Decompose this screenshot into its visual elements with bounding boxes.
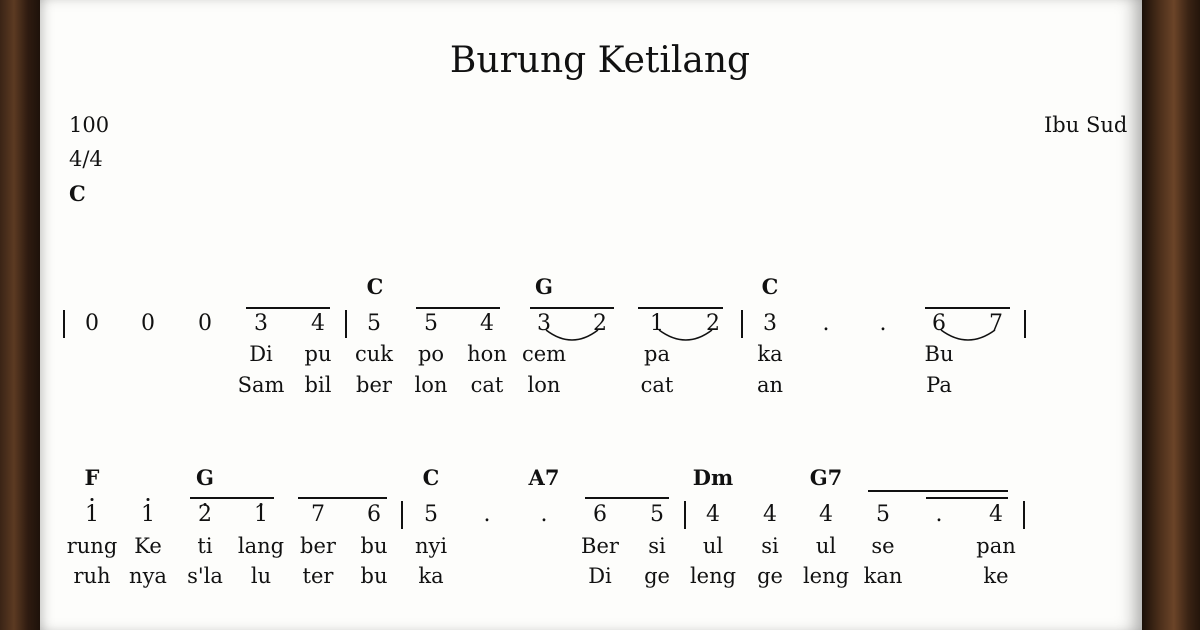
beam (585, 497, 669, 499)
lyric: ge (757, 564, 783, 588)
chord: G (535, 274, 553, 299)
note: 0 (141, 311, 155, 336)
note: 6 (593, 502, 607, 527)
beam (190, 497, 274, 499)
lyric: lang (237, 534, 285, 558)
lyric: nyi (414, 534, 448, 558)
lyric: cat (640, 373, 674, 397)
slur (941, 330, 995, 340)
lyric: pan (976, 534, 1016, 558)
chord: C (761, 274, 779, 299)
note: 4 (311, 311, 325, 336)
lyric: ka (418, 564, 444, 588)
chord: G7 (809, 465, 843, 490)
lyric: ul (702, 534, 724, 558)
lyric: ka (757, 342, 783, 366)
note: 7 (311, 502, 325, 527)
note: 3 (254, 311, 268, 336)
lyric: se (871, 534, 895, 558)
note: 5 (424, 502, 438, 527)
chord: A7 (528, 465, 560, 490)
note: 5 (367, 311, 381, 336)
lyric: Di (588, 564, 612, 588)
lyric: cat (470, 373, 504, 397)
note-rest: . (879, 311, 887, 336)
high-octave-dot (147, 498, 150, 501)
lyric: ter (302, 564, 334, 588)
lyric: Sam (237, 373, 285, 397)
note: 1 (141, 502, 155, 527)
bar-line (684, 501, 686, 529)
lyric: pu (304, 342, 332, 366)
lyric: si (761, 534, 779, 558)
beam (298, 497, 387, 499)
note: 2 (593, 311, 607, 336)
high-octave-dot (91, 498, 94, 501)
lyric: bu (360, 564, 388, 588)
beam (926, 497, 1008, 499)
note: 5 (650, 502, 664, 527)
note: 2 (198, 502, 212, 527)
note: 0 (198, 311, 212, 336)
lyric: leng (802, 564, 850, 588)
note: 7 (989, 311, 1003, 336)
composer: Ibu Sud (1044, 113, 1128, 137)
beam (868, 490, 1008, 492)
lyric: Ber (581, 534, 619, 558)
note: 5 (424, 311, 438, 336)
lyric: lon (527, 373, 561, 397)
note: 4 (763, 502, 777, 527)
note-rest: . (935, 502, 943, 527)
note-rest: . (540, 502, 548, 527)
note: 6 (367, 502, 381, 527)
key-signature: C (69, 181, 86, 206)
lyric: lon (414, 373, 448, 397)
note-rest: . (822, 311, 830, 336)
lyric: s'la (187, 564, 223, 588)
note: 3 (537, 311, 551, 336)
lyric: leng (689, 564, 737, 588)
lyric: cem (521, 342, 567, 366)
chord: C (422, 465, 440, 490)
note: 1 (650, 311, 664, 336)
note: 5 (876, 502, 890, 527)
bar-line (1023, 501, 1025, 529)
note: 6 (932, 311, 946, 336)
chord: Dm (692, 465, 734, 490)
note: 4 (819, 502, 833, 527)
lyric: ruh (73, 564, 111, 588)
note: 4 (480, 311, 494, 336)
bar-line (401, 501, 403, 529)
lyric: ber (300, 534, 336, 558)
song-title: Burung Ketilang (449, 40, 751, 81)
lyric: Ke (134, 534, 162, 558)
tempo: 100 (69, 113, 110, 137)
lyric: pa (644, 342, 670, 366)
slur (659, 330, 712, 340)
time-signature: 4/4 (69, 147, 103, 171)
lyric: bil (304, 373, 332, 397)
note: 1 (254, 502, 268, 527)
note-rest: . (483, 502, 491, 527)
lyric: ul (815, 534, 837, 558)
note: 2 (706, 311, 720, 336)
lyric: cuk (354, 342, 394, 366)
lyric: bu (360, 534, 388, 558)
note: 4 (706, 502, 720, 527)
lyric: Pa (926, 373, 952, 397)
lyric: rung (66, 534, 118, 558)
lyric: lu (250, 564, 272, 588)
lyric: ke (983, 564, 1009, 588)
lyric: an (756, 373, 784, 397)
lyric: si (648, 534, 666, 558)
lyric: po (417, 342, 445, 366)
note: 1 (85, 502, 99, 527)
lyric: ti (197, 534, 213, 558)
note: 0 (85, 311, 99, 336)
lyric: nya (129, 564, 167, 588)
lyric: hon (467, 342, 507, 366)
slur (546, 330, 598, 340)
chord: C (366, 274, 384, 299)
note: 3 (763, 311, 777, 336)
lyric: Di (249, 342, 273, 366)
chord: G (196, 465, 214, 490)
lyric: ge (644, 564, 670, 588)
lyric: ber (356, 373, 392, 397)
lyric: kan (863, 564, 903, 588)
note: 4 (989, 502, 1003, 527)
chord: F (84, 465, 100, 490)
lyric: Bu (924, 342, 954, 366)
